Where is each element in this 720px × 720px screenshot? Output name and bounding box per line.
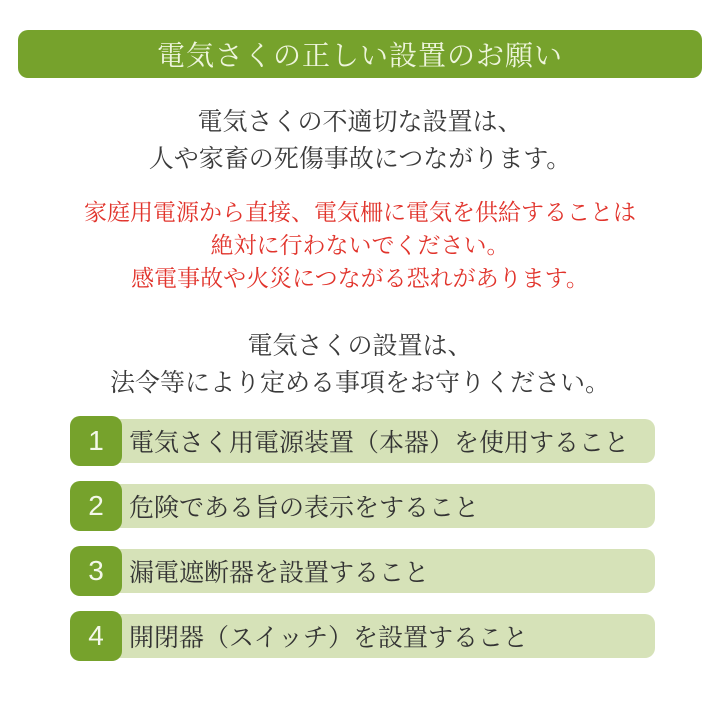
rule-number-badge: 4 (70, 611, 122, 661)
header-banner (18, 30, 702, 78)
rule-label: 開閉器（スイッチ）を設置すること (129, 624, 529, 652)
list-item (70, 481, 655, 531)
warning-line-2: 絶対に行わないでください。 (210, 232, 510, 258)
list-item (70, 546, 655, 596)
intro-line-1: 電気さくの不適切な設置は、 (197, 108, 523, 136)
intro-line-2: 人や家畜の死傷事故につながります。 (148, 145, 572, 173)
list-item (70, 611, 655, 661)
rule-number-badge: 2 (70, 481, 122, 531)
rule-number-badge: 1 (70, 416, 122, 466)
warning-line-3: 感電事故や火災につながる恐れがあります。 (131, 265, 589, 291)
page-title: 電気さくの正しい設置のお願い (156, 40, 563, 71)
rule-label: 電気さく用電源装置（本器）を使用すること (129, 429, 630, 457)
intro-paragraph (0, 104, 720, 178)
rule-label: 漏電遮断器を設置すること (129, 559, 430, 587)
instruction-line-1: 電気さくの設置は、 (247, 332, 473, 360)
rule-label: 危険である旨の表示をすること (129, 494, 480, 522)
rule-number-badge: 3 (70, 546, 122, 596)
rule-list (0, 416, 720, 676)
instruction-paragraph (0, 328, 720, 402)
warning-paragraph (0, 196, 720, 295)
list-item (70, 416, 655, 466)
instruction-line-2: 法令等により定める事項をお守りください。 (109, 369, 610, 397)
warning-line-1: 家庭用電源から直接、電気柵に電気を供給することは (84, 199, 636, 225)
